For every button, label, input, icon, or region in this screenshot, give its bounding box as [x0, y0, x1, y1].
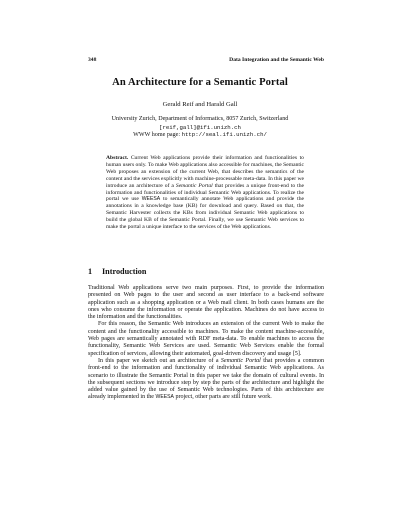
- section-title: Introduction: [102, 267, 147, 276]
- homepage-url[interactable]: http://seal.ifi.unizh.ch/: [181, 131, 267, 139]
- abstract-emphasis: Semantic Portal: [175, 182, 213, 189]
- homepage-label: WWW home page:: [133, 132, 181, 139]
- paragraph-3: [88, 358, 324, 402]
- abstract-label: Abstract.: [106, 155, 129, 161]
- section-body: [88, 285, 324, 402]
- paragraph-3-text-b: that provides a common front-end to the information and functionality of individual Semantic Web applications. As scenario to illustrate the Semantic Portal in this paper we take the domain of cultural events. In the subsequent sections we introduce step by step the parts of the architecture and highlight the added value gained by the use of Semantic Web technologies. Parts of this architecture are already implemented in the: [88, 357, 325, 401]
- author-affiliation: [60, 116, 340, 140]
- section-heading: [88, 267, 324, 276]
- abstract-weesa: WEESA: [141, 196, 161, 203]
- paragraph-3-text-c: project, other parts are still future work.: [175, 394, 272, 401]
- paragraph-2: For this reason, the Semantic Web introduces an extension of the current Web to make the content and the functionality accessible to machines. To make the content machine-accessible, Web pages are semantically annotated with RDF meta-data. To enable machines to access the functionality, Semantic Web Services are used. Semantic Web Services enable the formal specification of services, allowing their automated, goal-driven discovery and usage [5].: [88, 321, 324, 357]
- paragraph-3-emphasis: Semantic Portal: [220, 357, 261, 364]
- paragraph-3-text-a: In this paper we sketch out an architecture of a: [98, 357, 219, 364]
- running-title: Data Integration and the Semantic Web: [229, 57, 324, 63]
- abstract: [106, 155, 304, 231]
- paper-title: An Architecture for a Semantic Portal: [112, 77, 288, 88]
- homepage-line: [60, 131, 340, 140]
- paragraph-1: Traditional Web applications serve two main purposes. First, to provide the information presented on Web pages to the user and second as user interface to a back-end software application such as a shopping application or a Web mail client. In both cases humans are the ones who consume the information or operate the application. Machines do not have access to the information and the functionalities.: [88, 285, 324, 321]
- abstract-text-2: that provides a unique front-end to the information and functionalities of individual Semantic Web applications. To realize the portal we use: [106, 182, 304, 203]
- abstract-text-1: Current Web applications provide their information and functionalities to human users only. To make Web applications also accessible for machines, the Semantic Web proposes an extension of the current Web, that describes the semantics of the content and the services explicitly with machine-processable meta-data. In this paper we introduce an architecture of a: [106, 155, 304, 189]
- paper-authors: Gerald Reif and Harald Gall: [162, 101, 238, 108]
- author-email: [reif,gall]@ifi.unizh.ch: [159, 123, 241, 131]
- affiliation-line: University Zurich, Department of Informatics, 8057 Zurich, Switzerland: [111, 116, 289, 122]
- page-number: 348: [88, 57, 97, 63]
- section-number: 1: [88, 267, 93, 276]
- abstract-text-3: to semantically annotate Web applications and provide the annotations in a knowledge base (KB) for download and query. Based on that, the Semantic Harvester collects the KBs from individual Semantic Web applications to build the global KB of the Semantic Portal. Finally, we use Semantic Web services to make the portal a unique interface to the services of the Web applications.: [106, 196, 304, 231]
- paragraph-3-weesa: WEESA: [155, 394, 174, 401]
